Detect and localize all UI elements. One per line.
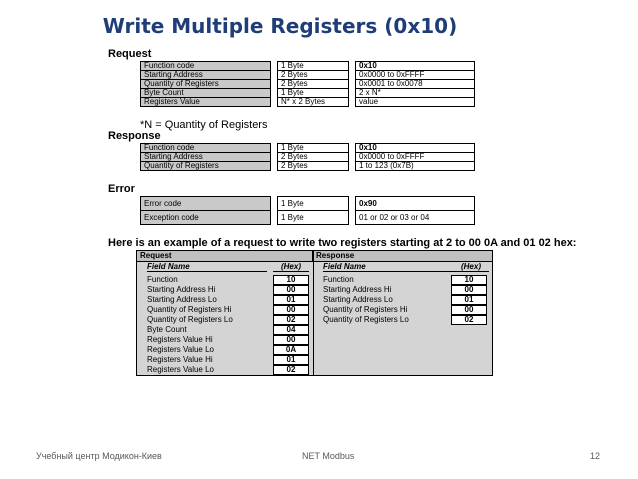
response-size: 2 Bytes xyxy=(278,162,349,171)
request-field-label: Byte Count xyxy=(141,89,271,98)
req-hex-header: (Hex) xyxy=(273,262,309,272)
cell-gap xyxy=(349,71,356,80)
cell-gap xyxy=(271,211,278,225)
request-value: 0x0000 to 0xFFFF xyxy=(356,71,475,80)
example-table xyxy=(136,250,493,376)
cell-gap xyxy=(271,144,278,153)
cell-gap xyxy=(271,153,278,162)
example-request-hex-value: 01 xyxy=(273,355,309,365)
slide-title: Write Multiple Registers (0x10) xyxy=(102,14,458,38)
example-response-field: Quantity of Registers Hi xyxy=(323,305,408,314)
error-field-label: Error code xyxy=(141,197,271,211)
error-table xyxy=(140,196,475,225)
response-value: 0x10 xyxy=(356,144,475,153)
request-row xyxy=(141,80,475,89)
example-request-field: Quantity of Registers Lo xyxy=(147,315,233,324)
cell-gap xyxy=(349,197,356,211)
example-response-field: Function xyxy=(323,275,354,284)
page-number: 12 xyxy=(590,451,601,461)
request-field-label: Starting Address xyxy=(141,71,271,80)
error-field-label: Exception code xyxy=(141,211,271,225)
error-size: 1 Byte xyxy=(278,211,349,225)
example-request-hex-value: 00 xyxy=(273,285,309,295)
cell-gap xyxy=(349,144,356,153)
cell-gap xyxy=(271,89,278,98)
error-size: 1 Byte xyxy=(278,197,349,211)
footer-course: NET Modbus xyxy=(302,451,355,461)
example-request-field: Function xyxy=(147,275,178,284)
quantity-note: *N = Quantity of Registers xyxy=(140,119,268,131)
request-size: 2 Bytes xyxy=(278,71,349,80)
footer-organization: Учебный центр Модикон-Киев xyxy=(36,451,162,461)
example-response-field: Quantity of Registers Lo xyxy=(323,315,409,324)
cell-gap xyxy=(349,62,356,71)
cell-gap xyxy=(349,89,356,98)
example-request-hex-value: 01 xyxy=(273,295,309,305)
request-field-label: Function code xyxy=(141,62,271,71)
request-row xyxy=(141,98,475,107)
error-row xyxy=(141,211,475,225)
example-response-hex-value: 00 xyxy=(451,305,487,315)
cell-gap xyxy=(349,162,356,171)
request-size: 2 Bytes xyxy=(278,80,349,89)
request-value: 0x0001 to 0x0078 xyxy=(356,80,475,89)
example-response-hex-value: 01 xyxy=(451,295,487,305)
example-response-hex-value: 00 xyxy=(451,285,487,295)
example-request-hex-value: 0A xyxy=(273,345,309,355)
cell-gap xyxy=(271,98,278,107)
response-field-label: Quantity of Registers xyxy=(141,162,271,171)
response-field-label: Function code xyxy=(141,144,271,153)
cell-gap xyxy=(349,80,356,89)
request-table xyxy=(140,61,475,107)
example-request-field: Quantity of Registers Hi xyxy=(147,305,232,314)
cell-gap xyxy=(271,62,278,71)
request-heading: Request xyxy=(108,48,152,60)
error-value: 01 or 02 or 03 or 04 xyxy=(356,211,475,225)
example-request-field: Registers Value Hi xyxy=(147,335,213,344)
cell-gap xyxy=(271,197,278,211)
cell-gap xyxy=(271,162,278,171)
request-value: 2 x N* xyxy=(356,89,475,98)
cell-gap xyxy=(271,71,278,80)
example-request-hex-value: 10 xyxy=(273,275,309,285)
resp-field-name-header: Field Name xyxy=(323,262,453,272)
request-value: 0x10 xyxy=(356,62,475,71)
example-response-field: Starting Address Lo xyxy=(323,295,393,304)
example-response-field: Starting Address Hi xyxy=(323,285,392,294)
request-value: value xyxy=(356,98,475,107)
response-value: 0x0000 to 0xFFFF xyxy=(356,153,475,162)
example-request-field: Registers Value Lo xyxy=(147,365,214,374)
example-request-header: Request xyxy=(137,251,313,262)
error-value: 0x90 xyxy=(356,197,475,211)
example-response-hex-value: 10 xyxy=(451,275,487,285)
column-divider xyxy=(313,251,314,375)
response-size: 2 Bytes xyxy=(278,153,349,162)
cell-gap xyxy=(271,80,278,89)
error-row xyxy=(141,197,475,211)
request-field-label: Quantity of Registers xyxy=(141,80,271,89)
error-heading: Error xyxy=(108,183,135,195)
example-request-field: Starting Address Lo xyxy=(147,295,217,304)
example-request-hex-value: 02 xyxy=(273,315,309,325)
example-request-field: Registers Value Hi xyxy=(147,355,213,364)
request-field-label: Registers Value xyxy=(141,98,271,107)
response-heading: Response xyxy=(108,130,161,142)
example-request-hex-value: 00 xyxy=(273,335,309,345)
example-request-hex-value: 02 xyxy=(273,365,309,375)
example-response-hex-value: 02 xyxy=(451,315,487,325)
response-value: 1 to 123 (0x7B) xyxy=(356,162,475,171)
example-request-field: Byte Count xyxy=(147,325,187,334)
example-request-field: Starting Address Hi xyxy=(147,285,216,294)
example-request-field: Registers Value Lo xyxy=(147,345,214,354)
response-field-label: Starting Address xyxy=(141,153,271,162)
cell-gap xyxy=(349,98,356,107)
example-response-header: Response xyxy=(313,251,492,262)
response-row xyxy=(141,162,475,171)
resp-hex-header: (Hex) xyxy=(453,262,489,272)
example-intro: Here is an example of a request to write two registers starting at 2 to 00 0A and 01 02 hex: xyxy=(108,237,577,249)
response-size: 1 Byte xyxy=(278,144,349,153)
cell-gap xyxy=(349,153,356,162)
req-field-name-header: Field Name xyxy=(147,262,267,272)
request-size: 1 Byte xyxy=(278,89,349,98)
response-table xyxy=(140,143,475,171)
example-request-hex-value: 00 xyxy=(273,305,309,315)
example-request-hex-value: 04 xyxy=(273,325,309,335)
request-size: 1 Byte xyxy=(278,62,349,71)
cell-gap xyxy=(349,211,356,225)
request-size: N* x 2 Bytes xyxy=(278,98,349,107)
